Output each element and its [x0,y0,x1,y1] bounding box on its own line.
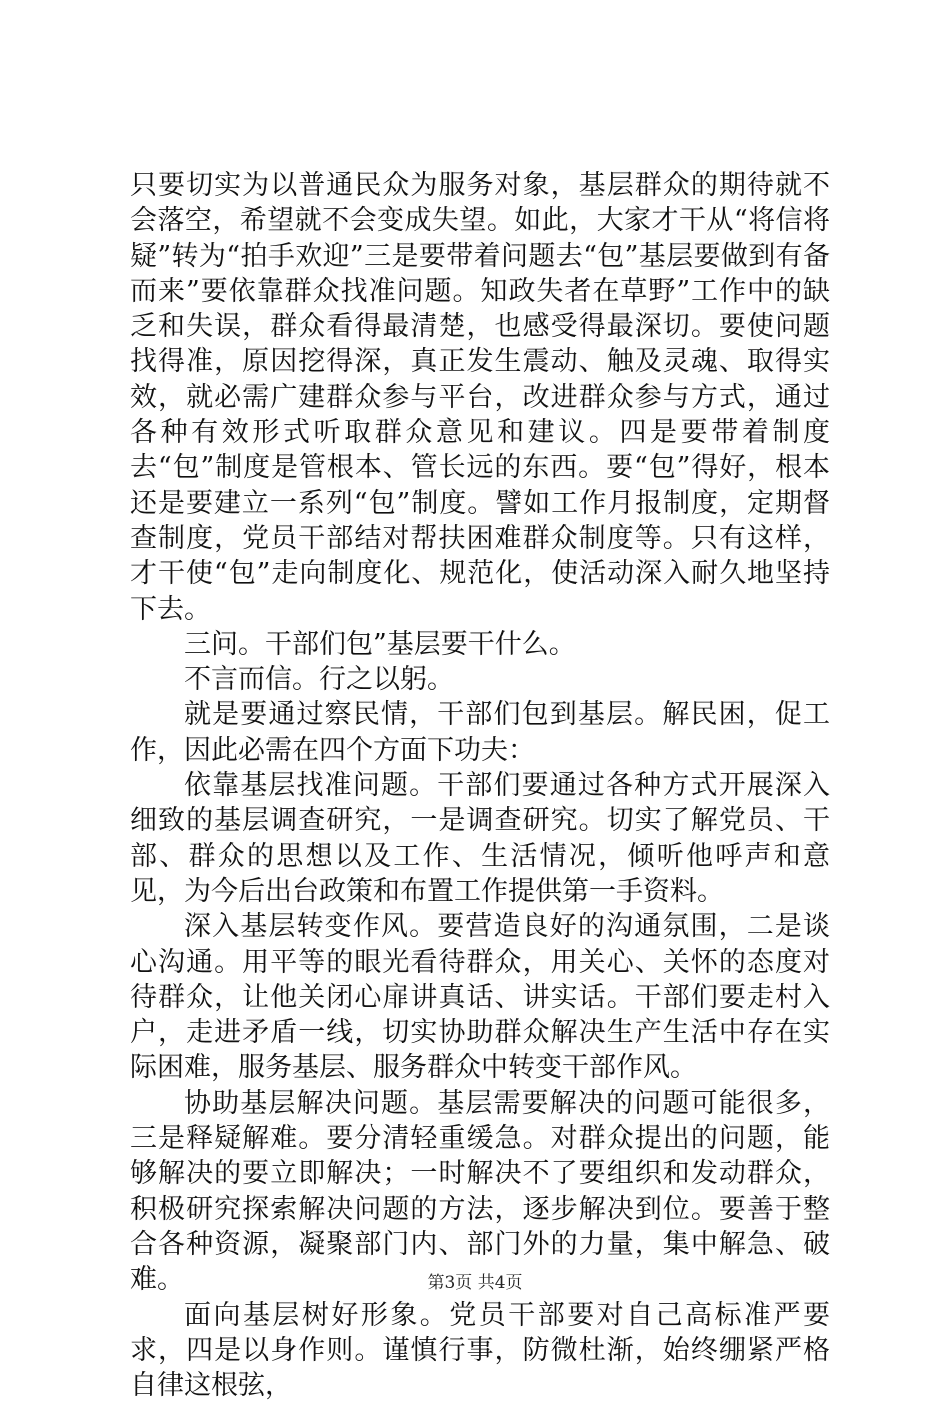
paragraph-4: 就是要通过察民情，干部们包到基层。解民困，促工作，因此必需在四个方面下功夫： [130,697,830,768]
paragraph-2: 三问。干部们包”基层要干什么。 [130,627,830,662]
paragraph-5: 依靠基层找准问题。干部们要通过各种方式开展深入细致的基层调查研究，一是调查研究。切实了解党员、干部、群众的思想以及工作、生活情况，倾听他呼声和意见，为今后出台政策和布置工作提供第一手资料。 [130,768,830,909]
page-footer [0,1268,950,1293]
paragraph-7: 协助基层解决问题。基层需要解决的问题可能很多，三是释疑解难。要分清轻重缓急。对群众提出的问题，能够解决的要立即解决；一时解决不了要组织和发动群众，积极研究探索解决问题的方法，逐步解决到位。要善于整合各种资源，凝聚部门内、部门外的力量，集中解急、破难。 [130,1086,830,1298]
paragraph-6: 深入基层转变作风。要营造良好的沟通氛围，二是谈心沟通。用平等的眼光看待群众，用关心、关怀的态度对待群众，让他关闭心扉讲真话、讲实话。干部们要走村入户，走进矛盾一线，切实协助群众解决生产生活中存在实际困难，服务基层、服务群众中转变干部作风。 [130,909,830,1085]
paragraph-1: 只要切实为以普通民众为服务对象，基层群众的期待就不会落空，希望就不会变成失望。如此，大家才干从“将信将疑”转为“拍手欢迎”三是要带着问题去“包”基层要做到有备而来”要依靠群众找准问题。知政失者在草野”工作中的缺乏和失误，群众看得最清楚，也感受得最深切。要使问题找得准，原因挖得深，真正发生震动、触及灵魂、取得实效，就必需广建群众参与平台，改进群众参与方式，通过各种有效形式听取群众意见和建议。四是要带着制度去“包”制度是管根本、管长远的东西。要“包”得好，根本还是要建立一系列“包”制度。譬如工作月报制度，定期督查制度，党员干部结对帮扶困难群众制度等。只有这样，才干使“包”走向制度化、规范化，使活动深入耐久地坚持下去。 [130,168,830,627]
document-body [130,168,830,1403]
page-number-label: 第3页 共4页 [427,1273,522,1293]
paragraph-3: 不言而信。行之以躬。 [130,662,830,697]
paragraph-8: 面向基层树好形象。党员干部要对自己高标准严要求，四是以身作则。谨慎行事，防微杜渐，始终绷紧严格自律这根弦， [130,1298,830,1403]
